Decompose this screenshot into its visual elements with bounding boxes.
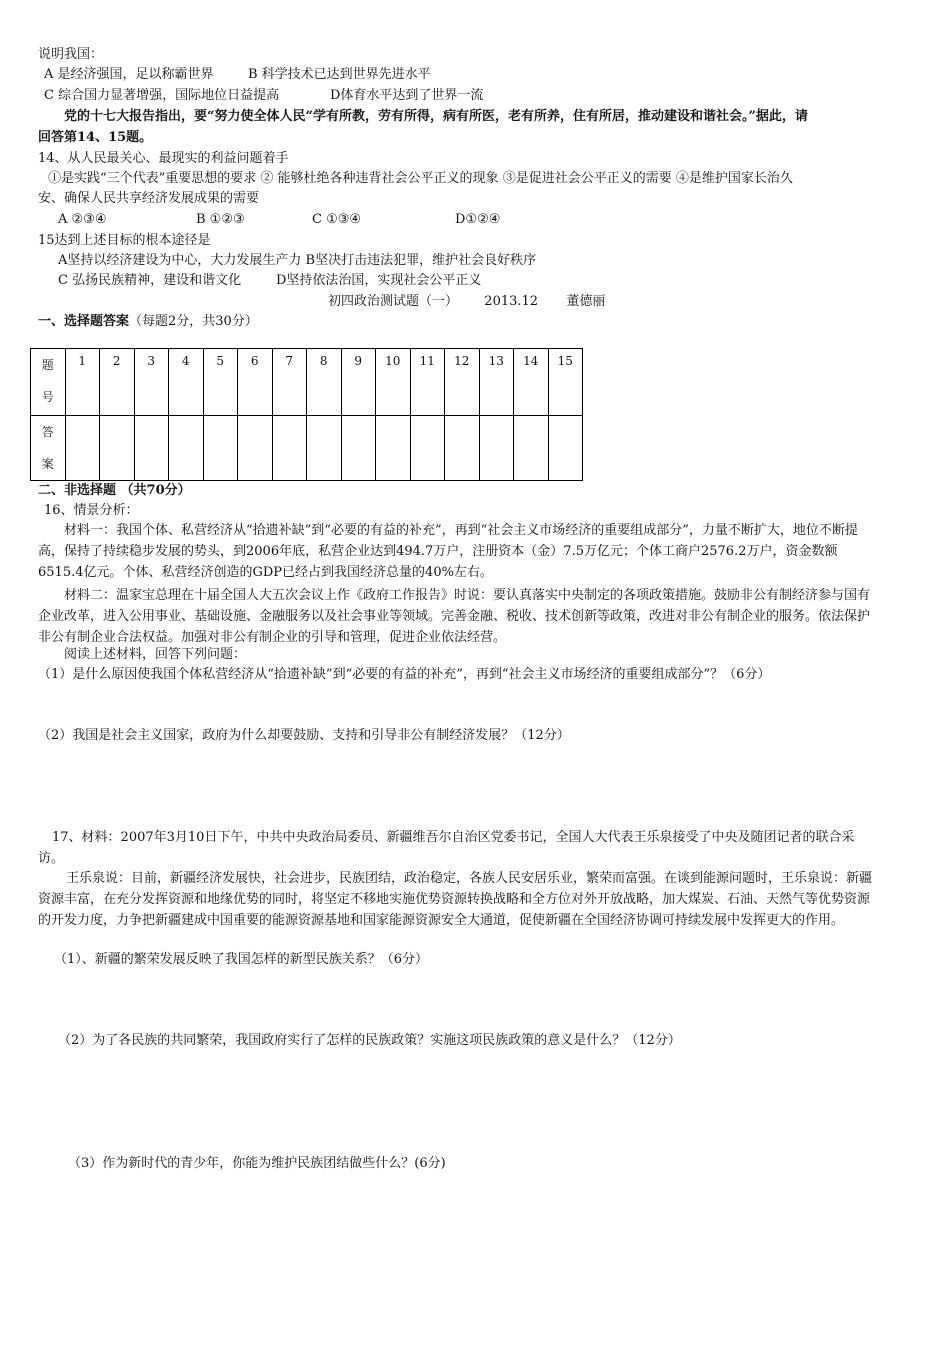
question-number-cell: 12 bbox=[445, 349, 480, 416]
q16-sub1: （1）是什么原因使我国个体私营经济从“拾遗补缺”到“必要的有益的补充”，再到“社会主义市场经济的重要组成部分”？（6分） bbox=[38, 667, 771, 682]
answer-table bbox=[30, 348, 583, 481]
q17-intro-text: 17、材料：2007年3月10日下午，中共中央政治局委员、新疆维吾尔自治区党委书记，全国人大代表王乐泉接受了中央及随团记者的联合采访。 bbox=[38, 830, 855, 866]
table-row bbox=[31, 349, 583, 416]
answer-cell[interactable] bbox=[479, 416, 514, 481]
answer-cell[interactable] bbox=[169, 416, 204, 481]
answer-cell[interactable] bbox=[341, 416, 376, 481]
section1-heading bbox=[38, 313, 258, 331]
q14-statements: ①是实践“三个代表”重要思想的要求 ② 能够杜绝各种违背社会公平正义的现象 ③是促进社会公平正义的需要 ④是维护国家长治久 bbox=[48, 171, 793, 186]
q14-option-c: C ①③④ bbox=[312, 212, 362, 227]
row-label-number: 题 号 bbox=[31, 349, 66, 416]
answer-cell[interactable] bbox=[307, 416, 342, 481]
q16-sub2: （2）我国是社会主义国家，政府为什么却要鼓励、支持和引导非公有制经济发展？（12分） bbox=[38, 728, 570, 743]
question-number-cell: 8 bbox=[307, 349, 342, 416]
q17-intro bbox=[38, 827, 876, 869]
q16-material-2 bbox=[38, 585, 876, 648]
question-number-cell: 4 bbox=[169, 349, 204, 416]
question-number-cell: 15 bbox=[548, 349, 583, 416]
q17-sub3: （3）作为新时代的青少年，你能为维护民族团结做些什么？(6分) bbox=[68, 1156, 446, 1171]
material-1-text: 材料一：我国个体、私营经济从“拾遗补缺”到“必要的有益的补充”，再到“社会主义市场经济的重要组成部分”，力量不断扩大，地位不断提高，保持了持续稳步发展的势头，到2006年底，私营企业达到494.7万户，注册资本（金）7.5万亿元；个体工商户2576.2万户，资金数额6515.4亿元。个体、私营经济创造的GDP已经占到我国经济总量的40%左右。 bbox=[38, 523, 858, 580]
q15-options-ab: A坚持以经济建设为中心，大力发展生产力 B坚决打击违法犯罪，维护社会良好秩序 bbox=[58, 253, 537, 268]
question-number-cell: 9 bbox=[341, 349, 376, 416]
q14-option-b: B ①②③ bbox=[196, 212, 245, 227]
q14-statements-cont: 安、确保人民共享经济发展成果的需要 bbox=[38, 191, 260, 206]
question-number-cell: 10 bbox=[376, 349, 411, 416]
answer-cell[interactable] bbox=[134, 416, 169, 481]
row-label-answer: 答 案 bbox=[31, 416, 66, 481]
question-number-cell: 3 bbox=[134, 349, 169, 416]
q15-option-d: D坚持依法治国，实现社会公平正义 bbox=[276, 273, 482, 288]
answer-cell[interactable] bbox=[238, 416, 273, 481]
question-number-cell: 7 bbox=[272, 349, 307, 416]
answer-cell[interactable] bbox=[65, 416, 100, 481]
exam-author: 董德丽 bbox=[566, 294, 606, 309]
answer-cell[interactable] bbox=[548, 416, 583, 481]
q16-title: 16、情景分析： bbox=[44, 503, 139, 518]
q14-stem: 14、从人民最关心、最现实的利益问题着手 bbox=[38, 151, 289, 166]
answer-cell[interactable] bbox=[272, 416, 307, 481]
section2-title: 二、非选择题 （共70分） bbox=[38, 483, 191, 498]
answer-cell[interactable] bbox=[445, 416, 480, 481]
option-d: D体育水平达到了世界一流 bbox=[330, 88, 484, 103]
question-stem-tail: 说明我国： bbox=[38, 47, 104, 62]
q15-stem: 15达到上述目标的根本途径是 bbox=[38, 233, 211, 248]
q17-sub2: （2）为了各民族的共同繁荣，我国政府实行了怎样的民族政策？实施这项民族政策的意义是什么？（12分） bbox=[58, 1033, 681, 1048]
answer-cell[interactable] bbox=[410, 416, 445, 481]
material-statement-cont: 回答第14、15题。 bbox=[38, 130, 153, 145]
question-number-cell: 14 bbox=[514, 349, 549, 416]
answer-cell[interactable] bbox=[376, 416, 411, 481]
section1-title: 一、选择题答案 bbox=[38, 314, 130, 329]
q17-sub1: （1）、新疆的繁荣发展反映了我国怎样的新型民族关系？（6分） bbox=[54, 952, 429, 967]
answer-cell[interactable] bbox=[514, 416, 549, 481]
exam-date: 2013.12 bbox=[484, 294, 539, 309]
question-number-cell: 13 bbox=[479, 349, 514, 416]
material-2-text: 材料二：温家宝总理在十届全国人大五次会议上作《政府工作报告》时说：要认真落实中央制定的各项政策措施。鼓励非公有制经济参与国有企业改革，进入公用事业、基础设施、金融服务以及社会事业等领域。完善金融、税收、技术创新等政策，改进对非公有制企业的服务。依法保护非公有制企业合法权益。加强对非公有制企业的引导和管理，促进企业依法经营。 bbox=[38, 588, 871, 645]
option-a: A 是经济强国，足以称霸世界 bbox=[44, 67, 214, 82]
question-number-cell: 1 bbox=[65, 349, 100, 416]
answer-cell[interactable] bbox=[203, 416, 238, 481]
q16-material-1 bbox=[38, 520, 876, 583]
question-number-cell: 11 bbox=[410, 349, 445, 416]
option-c: C 综合国力显著增强，国际地位日益提高 bbox=[44, 88, 280, 103]
q17-body-text: 王乐泉说：目前，新疆经济发展快，社会进步，民族团结，政治稳定，各族人民安居乐业，繁荣而富强。在谈到能源问题时，王乐泉说：新疆资源丰富，在充分发挥资源和地缘优势的同时，将坚定不移地实施优势资源转换战略和全方位对外开放战略，加大煤炭、石油、天然气等优势资源的开发力度，力争把新疆建成中国重要的能源资源基地和国家能源资源安全大通道，促使新疆在全国经济协调可持续发展中发挥更大的作用。 bbox=[38, 871, 873, 928]
q14-option-d: D①②④ bbox=[455, 212, 501, 227]
table-row bbox=[31, 416, 583, 481]
section1-note: （每题2分，共30分） bbox=[129, 314, 258, 329]
question-number-cell: 2 bbox=[100, 349, 135, 416]
question-number-cell: 5 bbox=[203, 349, 238, 416]
page-title bbox=[328, 293, 605, 311]
q17-body bbox=[38, 868, 876, 931]
material-statement: 党的十七大报告指出，要“努力使全体人民“学有所教，劳有所得，病有所医，老有所养，住有所居，推动建设和谐社会。”据此，请 bbox=[64, 109, 808, 124]
option-b: B 科学技术已达到世界先进水平 bbox=[248, 67, 431, 82]
answer-cell[interactable] bbox=[100, 416, 135, 481]
question-number-cell: 6 bbox=[238, 349, 273, 416]
exam-title: 初四政治测试题（一） bbox=[328, 294, 459, 309]
q16-instruction: 阅读上述材料，回答下列问题： bbox=[64, 647, 247, 662]
q14-option-a: A ②③④ bbox=[58, 212, 107, 227]
q15-option-c: C 弘扬民族精神，建设和谐文化 bbox=[58, 273, 242, 288]
